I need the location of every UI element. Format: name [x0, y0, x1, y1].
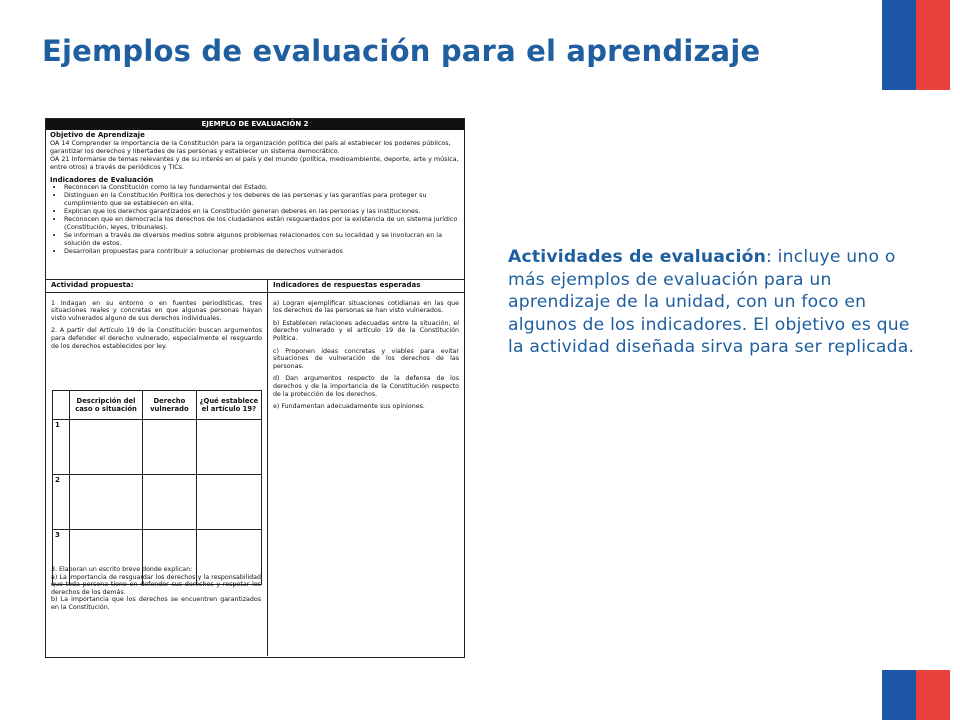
indicators-list	[50, 184, 460, 255]
response-indicator: b) Establecen relaciones adecuadas entre la situación, el derecho vulnerado y el artículo 19 de la Constitución Política.	[273, 319, 459, 342]
indicators-responses-column	[268, 280, 464, 656]
flag-decoration-bottom	[882, 670, 950, 720]
activity-tail-line: b) La importancia que los derechos se encuentren garantizados en la Constitución.	[51, 596, 261, 611]
flag-red-bar	[916, 670, 950, 720]
activity-tail-line: a) La importancia de resguardar los derechos y la responsabilidad que toda persona tiene en defender sus derechos y respetar los derechos de los demás.	[51, 573, 261, 596]
activity-column	[46, 280, 268, 656]
description-rest: : incluye uno o más ejemplos de evaluación para un aprendizaje de la unidad, con un foco en algunos de los indicadores. El objetivo es que la actividad diseñada sirva para ser replicada.	[508, 247, 915, 357]
flag-decoration-top	[882, 0, 950, 90]
objective-line: OA 21 Informarse de temas relevantes y de su interés en el país y del mundo (política, medioambiente, deporte, arte y música, entre otros) a través de periódicos y TICs.	[50, 154, 459, 171]
table-cell	[143, 475, 197, 530]
indicator-item: • Se informan a través de diversos medios sobre algunos problemas relacionados con su localidad y se involucran en la solución de estos.	[64, 232, 460, 248]
row-number: 2	[53, 475, 70, 530]
description-text	[508, 246, 923, 359]
description-bold: Actividades de evaluación	[508, 247, 767, 267]
indicator-item: • Desarrollan propuestas para contribuir a solucionar problemas de derechos vulnerados	[64, 248, 460, 256]
table-cell	[70, 420, 143, 475]
slide-title: Ejemplos de evaluación para el aprendizaje	[42, 34, 761, 68]
table-header: ¿Qué establece el artículo 19?	[196, 391, 261, 420]
indicator-item: • Explican que los derechos garantizados en la Constitución generan deberes en las personas y las instituciones.	[64, 208, 460, 216]
response-indicator: e) Fundamentan adecuadamente sus opiniones.	[273, 403, 425, 411]
table-row	[53, 475, 262, 530]
table-row	[53, 420, 262, 475]
table-corner	[53, 391, 70, 420]
activity-tail	[51, 566, 261, 612]
objectives-section	[46, 130, 464, 280]
table-cell	[70, 475, 143, 530]
document-header: EJEMPLO DE EVALUACIÓN 2	[46, 119, 464, 130]
indicator-item: • Reconocen la Constitución como la ley fundamental del Estado.	[64, 184, 460, 192]
indicators-responses-title: Indicadores de respuestas esperadas	[273, 281, 421, 289]
response-indicator: a) Logran ejemplificar situaciones cotidianas en las que los derechos de las personas se han visto vulnerados.	[273, 299, 459, 315]
row-number: 3	[53, 530, 70, 585]
activity-title: Actividad propuesta:	[51, 281, 134, 289]
activity-paragraph: 2. A partir del Artículo 19 de la Constitución buscan argumentos para defender el derecho vulnerado, especialmente el resguardo de los derechos establecidos por ley.	[51, 327, 262, 350]
evaluation-table	[52, 390, 262, 585]
indicator-item: • Reconocen que en democracia los derechos de los ciudadanos están resguardados por la existencia de un sistema jurídico (Constitución, leyes, tribunales).	[64, 216, 460, 232]
flag-blue-bar	[882, 670, 916, 720]
indicators-title: Indicadores de Evaluación	[50, 175, 154, 184]
table-cell	[143, 420, 197, 475]
flag-red-bar	[916, 0, 950, 90]
flag-blue-bar	[882, 0, 916, 90]
table-header: Derecho vulnerado	[143, 391, 197, 420]
response-indicator: d) Dan argumentos respecto de la defensa de los derechos y de la importancia de la Constitución respecto de la protección de los derechos.	[273, 375, 459, 398]
objective-title: Objetivo de Aprendizaje	[50, 131, 145, 139]
evaluation-example-document	[45, 118, 465, 658]
table-cell	[196, 420, 261, 475]
table-cell	[196, 475, 261, 530]
objective-line: OA 14 Comprender la importancia de la Constitución para la organización política del país al establecer los poderes públicos, garantizar los derechos y libertades de las personas y establecer un sistema democrático.	[50, 138, 451, 155]
table-header: Descripción del caso o situación	[70, 391, 143, 420]
activity-paragraph: 1 Indagan en su entorno o en fuentes periodísticas, tres situaciones reales y concretas en que algunas personas hayan visto vulnerados alguno de sus derechos individuales.	[51, 299, 262, 322]
activity-section	[46, 280, 464, 656]
indicator-item: • Distinguen en la Constitución Política los derechos y los deberes de las personas y las garantías para proteger su cumplimiento que se establecen en ella.	[64, 192, 460, 208]
row-number: 1	[53, 420, 70, 475]
response-indicator: c) Proponen ideas concretas y viables para evitar situaciones de vulneración de los derechos de las personas.	[273, 347, 459, 370]
activity-tail-line: 3. Elaboran un escrito breve donde explican:	[51, 566, 193, 573]
